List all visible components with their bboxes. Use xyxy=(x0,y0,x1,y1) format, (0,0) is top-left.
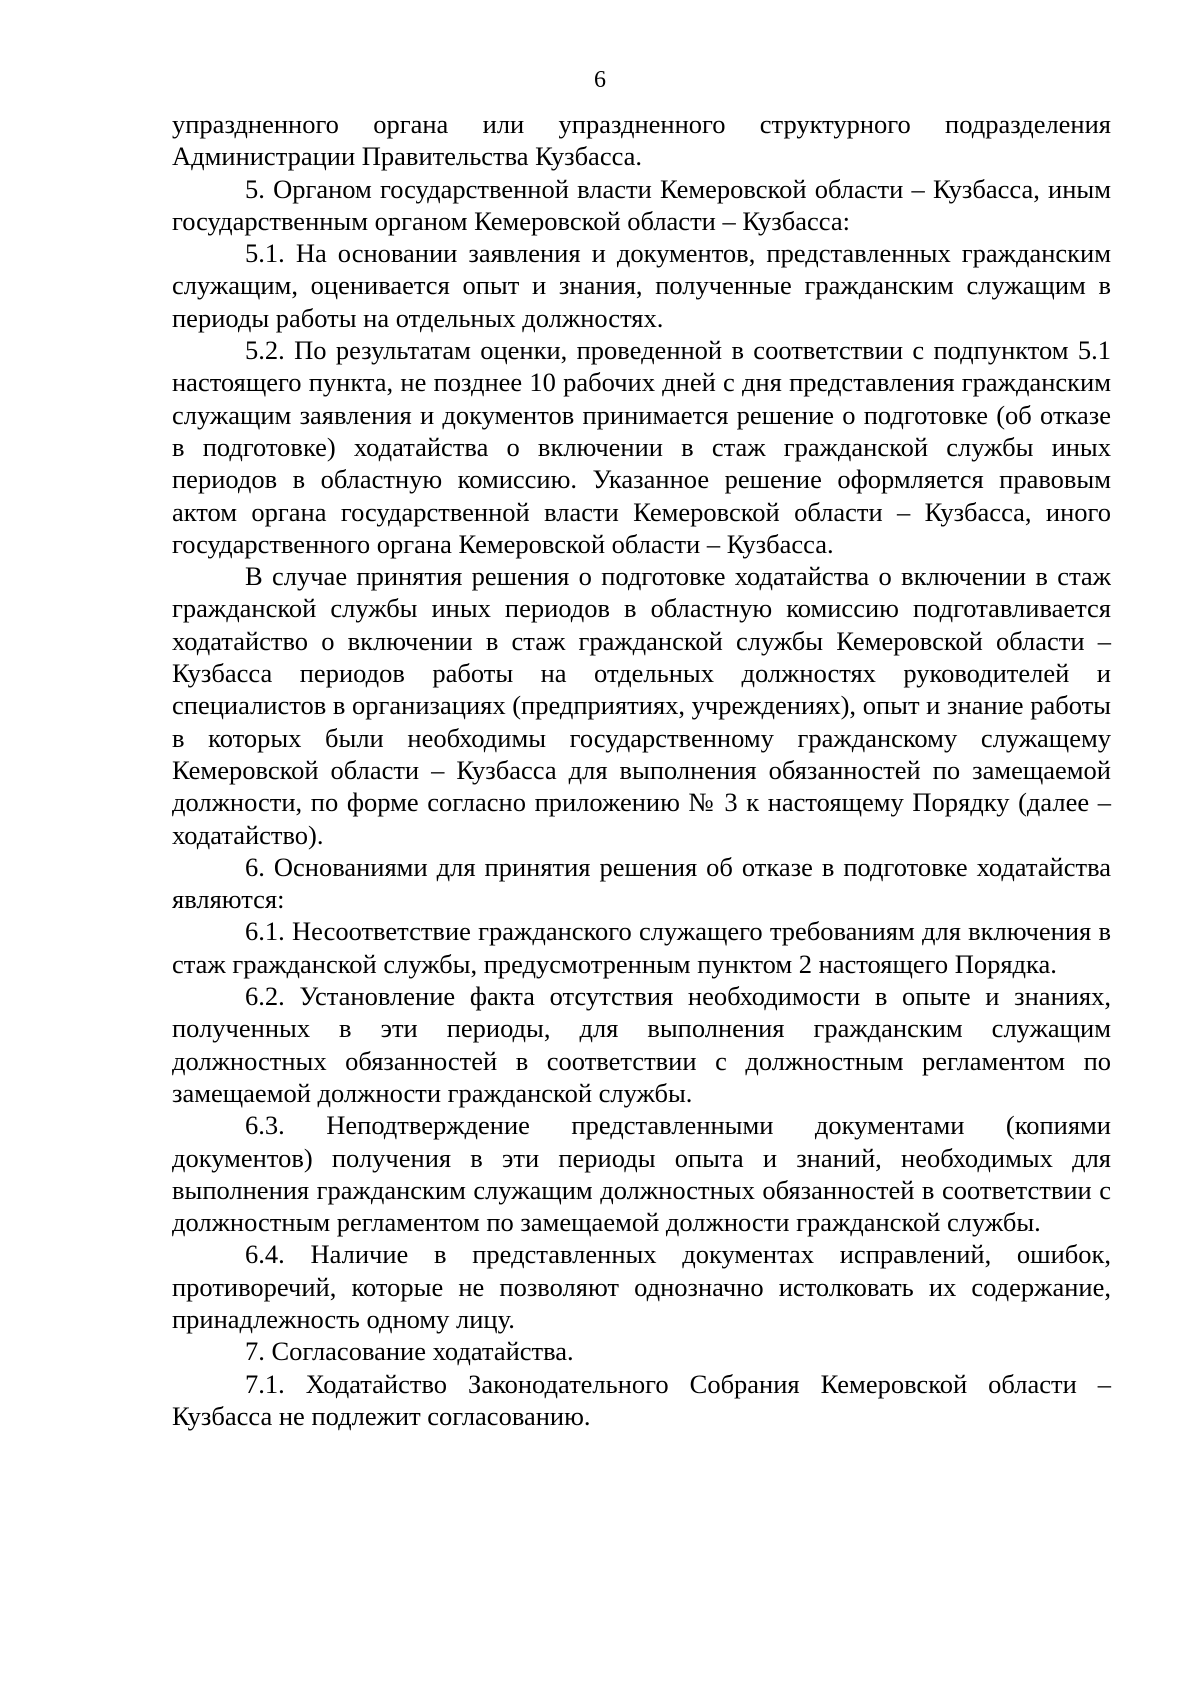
paragraph-item-6: 6. Основаниями для принятия решения об отказе в подготовке ходатайства являются: xyxy=(172,851,1111,915)
paragraph-item-6-3: 6.3. Неподтверждение представленными документами (копиями документов) получения в эти периоды опыта и знаний, необходимых для выполнения гражданским служащим должностных обязанностей в соответствии с должностным регламентом по замещаемой должности гражданской службы. xyxy=(172,1110,1111,1238)
paragraph-item-6-2: 6.2. Установление факта отсутствия необходимости в опыте и знаниях, полученных в эти периоды, для выполнения гражданским служащим должностных обязанностей в соответствии с должностным регламентом по замещаемой должности гражданской службы. xyxy=(172,981,1111,1108)
paragraph-continuation: упраздненного органа или упраздненного структурного подразделения Администрации Правительства Кузбасса. xyxy=(172,109,1111,172)
paragraph-petition-preparation: В случае принятия решения о подготовке ходатайства о включении в стаж гражданской службы иных периодов в областную комиссию подготавливается ходатайство о включении в стаж гражданской службы Кемеровской области – Кузбасса периодов работы на отдельных должностях руководителей и специалистов в организациях (предприятиях, учреждениях), опыт и знание работы в которых были необходимы государственному гражданскому служащему Кемеровской области – Кузбасса для выполнения обязанностей по замещаемой должности, по форме согласно приложению № 3 к настоящему Порядку (далее – ходатайство). xyxy=(172,561,1111,850)
paragraph-item-6-4: 6.4. Наличие в представленных документах исправлений, ошибок, противоречий, которые не позволяют однозначно истолковать их содержание, принадлежность одному лицу. xyxy=(172,1239,1111,1334)
paragraph-item-5-2: 5.2. По результатам оценки, проведенной в соответствии с подпунктом 5.1 настоящего пункта, не позднее 10 рабочих дней с дня представления гражданским служащим заявления и документов принимается решение о подготовке (об отказе в подготовке) ходатайства о включении в стаж гражданской службы иных периодов в областную комиссию. Указанное решение оформляется правовым актом органа государственной власти Кемеровской области – Кузбасса, иного государственного органа Кемеровской области – Кузбасса. xyxy=(172,335,1111,559)
paragraph-item-6-1: 6.1. Несоответствие гражданского служащего требованиям для включения в стаж гражданской службы, предусмотренным пунктом 2 настоящего Порядка. xyxy=(172,916,1111,979)
paragraph-item-5: 5. Органом государственной власти Кемеровской области – Кузбасса, иным государственным органом Кемеровской области – Кузбасса: xyxy=(172,173,1111,236)
page-number: 6 xyxy=(594,67,606,93)
paragraph-item-5-1: 5.1. На основании заявления и документов, представленных гражданским служащим, оценивается опыт и знания, полученные гражданским служащим в периоды работы на отдельных должностях. xyxy=(172,238,1111,333)
document-body xyxy=(172,108,1111,1432)
paragraph-item-7: 7. Согласование ходатайства. xyxy=(245,1336,574,1367)
paragraph-item-7-1: 7.1. Ходатайство Законодательного Собрания Кемеровской области – Кузбасса не подлежит согласованию. xyxy=(172,1368,1111,1431)
